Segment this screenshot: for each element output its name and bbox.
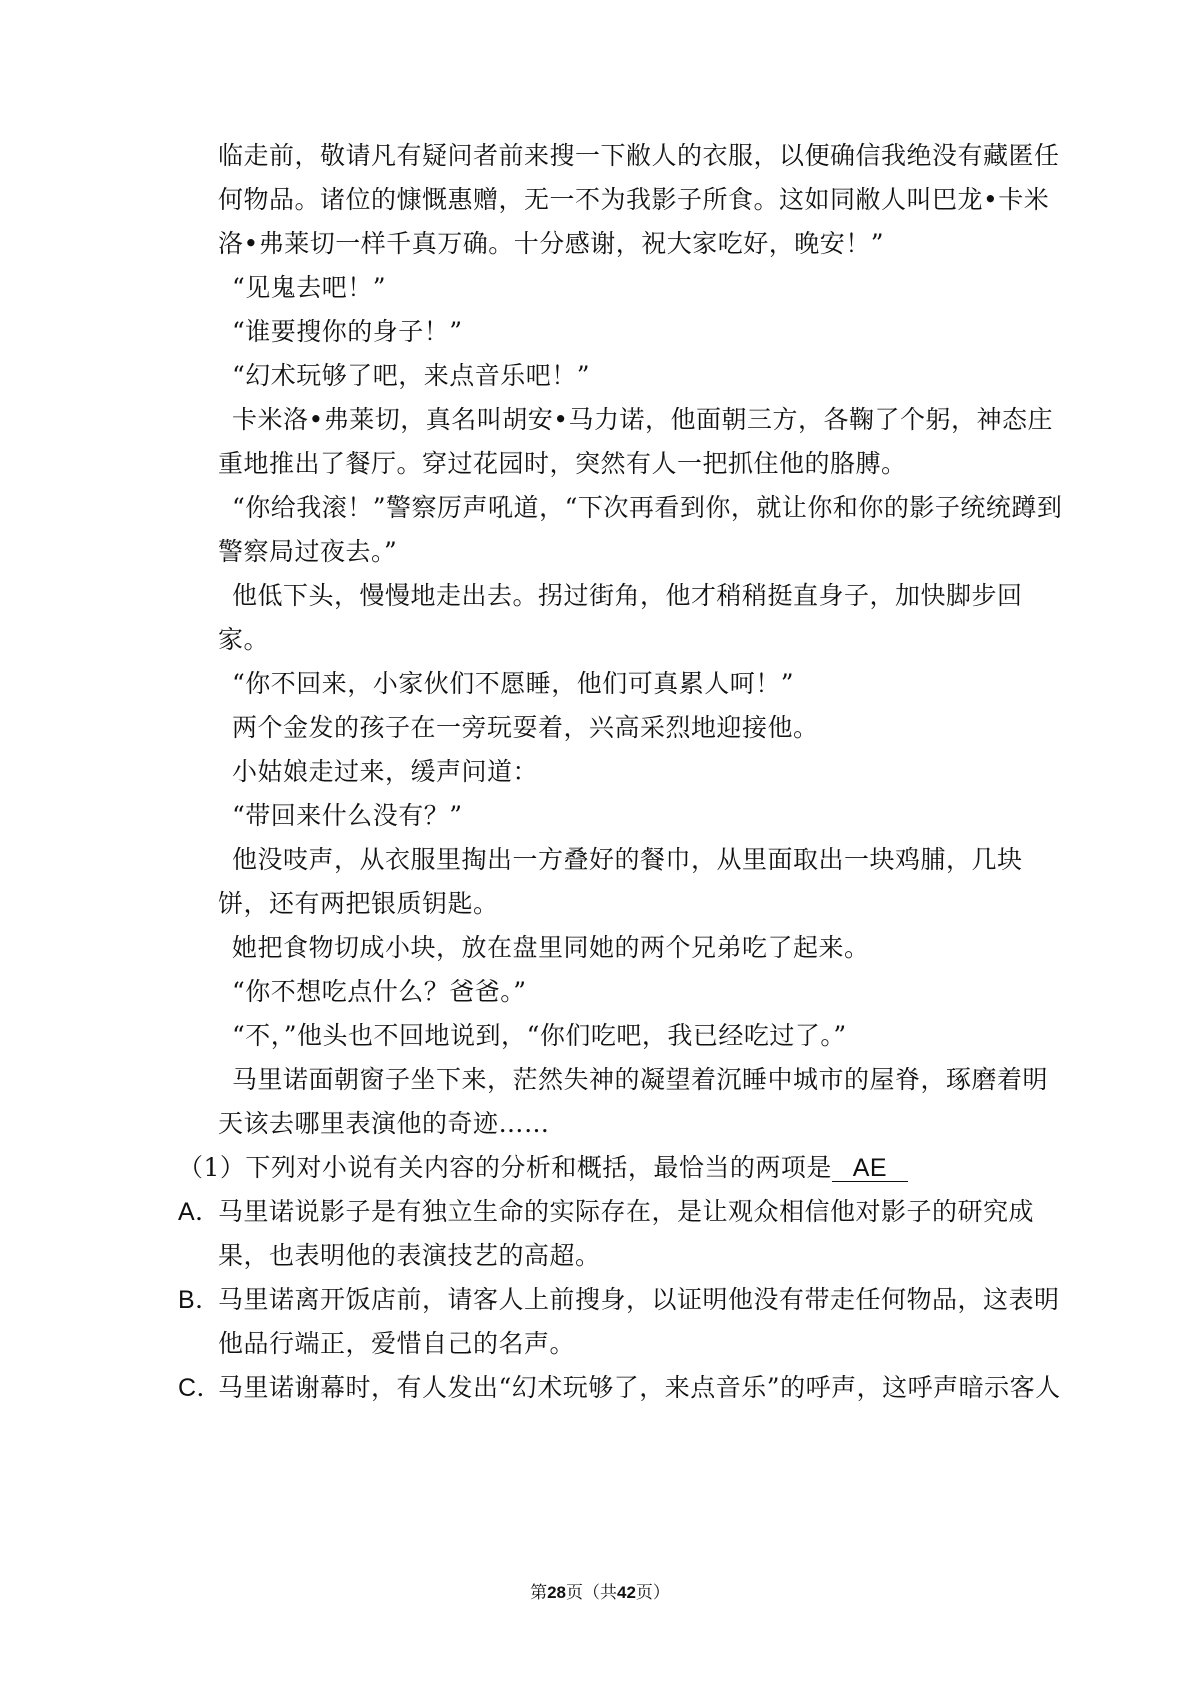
text-line: 饼，还有两把银质钥匙。 — [218, 889, 499, 918]
text-line: 马里诺面朝窗子坐下来，茫然失神的凝望着沉睡中城市的屋脊，琢磨着明 — [232, 1065, 1049, 1094]
option-text: 马里诺说影子是有独立生命的实际存在，是让观众相信他对影子的研究成 — [218, 1197, 1035, 1226]
text-line: 天该去哪里表演他的奇迹…… — [218, 1109, 550, 1138]
text-line: 警察局过夜去。” — [218, 537, 398, 566]
page-footer — [0, 1578, 1200, 1603]
option-letter: B． — [178, 1286, 221, 1314]
option-letter: A． — [178, 1198, 221, 1226]
answer-blank: AE — [832, 1155, 908, 1182]
option-letter: C． — [178, 1374, 223, 1402]
option-text: 马里诺离开饭店前，请客人上前搜身，以证明他没有带走任何物品，这表明 — [218, 1285, 1060, 1314]
text-line: “带回来什么没有？” — [232, 801, 463, 830]
text-line: “你给我滚！”警察厉声吼道，“下次再看到你，就让你和你的影子统统蹲到 — [232, 493, 1063, 522]
text-line: 家。 — [218, 625, 270, 654]
text-line: “见鬼去吧！” — [232, 273, 387, 302]
text-line: 小姑娘走过来，缓声问道： — [232, 757, 539, 786]
option-b — [178, 1284, 1060, 1316]
option-a — [178, 1196, 1034, 1228]
text-line: 临走前，敬请凡有疑问者前来搜一下敝人的衣服，以便确信我绝没有藏匿任 — [218, 141, 1060, 170]
text-line: 卡米洛•弗莱切，真名叫胡安•马力诺，他面朝三方，各鞠了个躬，神态庄 — [232, 405, 1053, 434]
option-text: 马里诺谢幕时，有人发出“幻术玩够了，来点音乐”的呼声，这呼声暗示客人 — [218, 1373, 1061, 1402]
text-line: 他低下头，慢慢地走出去。拐过街角，他才稍稍挺直身子，加快脚步回 — [232, 581, 1023, 610]
text-line: 何物品。诸位的慷慨惠赠，无一不为我影子所食。这如同敝人叫巴龙•卡米 — [218, 185, 1050, 214]
text-line: 重地推出了餐厅。穿过花园时，突然有人一把抓住他的胳膊。 — [218, 449, 907, 478]
footer-middle: 页（共 — [566, 1583, 617, 1603]
text-line: 他没吱声，从衣服里掏出一方叠好的餐巾，从里面取出一块鸡脯，几块 — [232, 845, 1023, 874]
page-number: 28 — [547, 1583, 566, 1602]
total-pages: 42 — [617, 1583, 636, 1602]
text-line: “幻术玩够了吧，来点音乐吧！” — [232, 361, 591, 390]
question-stem — [178, 1152, 908, 1184]
footer-suffix: 页） — [635, 1583, 670, 1603]
question-text: （1）下列对小说有关内容的分析和概括，最恰当的两项是 — [178, 1153, 832, 1182]
text-line: “谁要搜你的身子！” — [232, 317, 463, 346]
option-c — [178, 1372, 1061, 1404]
text-line: 洛•弗莱切一样千真万确。十分感谢，祝大家吃好，晚安！” — [218, 229, 885, 258]
option-b-continuation: 他品行端正，爱惜自己的名声。 — [218, 1329, 576, 1358]
footer-prefix: 第 — [530, 1583, 548, 1603]
text-line: “你不想吃点什么？爸爸。” — [232, 977, 527, 1006]
text-line: “不，”他头也不回地说到，“你们吃吧，我已经吃过了。” — [232, 1021, 847, 1050]
text-line: 她把食物切成小块，放在盘里同她的两个兄弟吃了起来。 — [232, 933, 870, 962]
text-line: “你不回来，小家伙们不愿睡，他们可真累人呵！” — [232, 669, 795, 698]
text-line: 两个金发的孩子在一旁玩耍着，兴高采烈地迎接他。 — [232, 713, 819, 742]
option-a-continuation: 果，也表明他的表演技艺的高超。 — [218, 1241, 601, 1270]
